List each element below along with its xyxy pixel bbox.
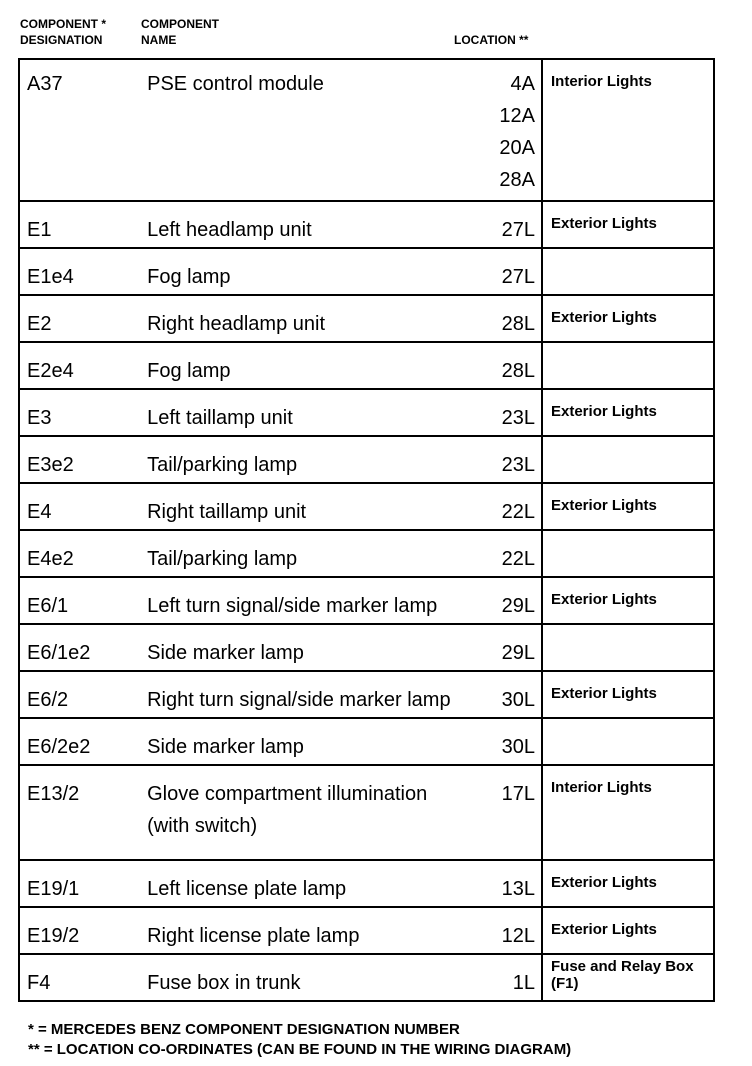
category-label: [543, 437, 713, 450]
location-value: 23L: [501, 454, 535, 476]
row-main-cell: [19, 201, 542, 248]
category-cell: [542, 954, 714, 1001]
category-cell: [542, 577, 714, 624]
row-main-cell: [19, 860, 542, 907]
location-coordinates: [492, 637, 541, 669]
location-value: 13L: [501, 878, 535, 900]
category-label: Interior Lights: [551, 779, 652, 796]
category-label: Exterior Lights: [551, 403, 657, 420]
category-label: [543, 719, 713, 732]
component-name: Side marker lamp: [147, 642, 304, 664]
component-name: Left license plate lamp: [147, 878, 347, 900]
component-designation: E13/2: [27, 783, 80, 805]
category-label: Exterior Lights: [551, 215, 657, 232]
category-cell: [542, 671, 714, 718]
name-header-line1: COMPONENT: [141, 17, 219, 31]
location-coordinates: [492, 873, 541, 905]
table-row: [19, 436, 714, 483]
table-row: [19, 624, 714, 671]
category-label: Exterior Lights: [551, 921, 657, 938]
category-cell: [542, 295, 714, 342]
component-designation: E6/1e2: [27, 642, 91, 664]
location-value: 12L: [501, 925, 535, 947]
location-value: 20A: [499, 137, 535, 159]
location-value: 30L: [501, 689, 535, 711]
component-designation: E1e4: [27, 266, 74, 288]
category-cell: [542, 860, 714, 907]
table-row: [19, 718, 714, 765]
category-cell: [542, 718, 714, 765]
location-value: 12A: [499, 105, 535, 127]
component-name: Fog lamp: [147, 360, 231, 382]
location-coordinates: [492, 214, 541, 246]
category-label: [543, 249, 713, 262]
location-coordinates: [492, 355, 541, 387]
location-value: 27L: [501, 219, 535, 241]
category-cell: [542, 342, 714, 389]
table-row: [19, 765, 714, 860]
category-cell: [542, 201, 714, 248]
location-value: 27L: [501, 266, 535, 288]
row-main-cell: [19, 577, 542, 624]
location-coordinates: [492, 68, 541, 196]
location-value: 1L: [512, 972, 535, 994]
component-designation: E6/1: [27, 595, 69, 617]
location-value: 17L: [501, 783, 535, 805]
category-label: Exterior Lights: [551, 874, 657, 891]
component-designation: E19/1: [27, 878, 80, 900]
row-main-cell: [19, 342, 542, 389]
category-label: Exterior Lights: [551, 685, 657, 702]
category-label: Interior Lights: [551, 73, 652, 90]
component-name: Side marker lamp: [147, 736, 304, 758]
designation-header: [20, 16, 106, 48]
table-row: [19, 483, 714, 530]
component-designation: E19/2: [27, 925, 80, 947]
table-row: [19, 389, 714, 436]
location-coordinates: [492, 590, 541, 622]
category-cell: [542, 59, 714, 201]
table-row: [19, 530, 714, 577]
row-main-cell: [19, 624, 542, 671]
row-main-cell: [19, 59, 542, 201]
name-header: [141, 16, 219, 48]
location-coordinates: [492, 261, 541, 293]
location-coordinates: [492, 308, 541, 340]
table-row: [19, 342, 714, 389]
component-name: Right headlamp unit: [147, 313, 325, 335]
category-label: Fuse and Relay Box (F1): [551, 958, 694, 992]
location-coordinates: [462, 778, 541, 842]
component-designation: E2e4: [27, 360, 74, 382]
location-value: 28A: [499, 169, 535, 191]
category-label: Exterior Lights: [551, 497, 657, 514]
category-cell: [542, 765, 714, 860]
location-coordinates: [492, 967, 541, 999]
row-main-cell: [19, 248, 542, 295]
location-value: 29L: [501, 595, 535, 617]
category-label: [543, 531, 713, 544]
component-designation: E1: [27, 219, 52, 241]
location-value: 29L: [501, 642, 535, 664]
category-label: Exterior Lights: [551, 591, 657, 608]
location-value: 28L: [501, 360, 535, 382]
table-row: [19, 248, 714, 295]
location-value: 4A: [510, 73, 535, 95]
component-designation: E2: [27, 313, 52, 335]
row-main-cell: [19, 295, 542, 342]
row-main-cell: [19, 765, 542, 860]
row-main-cell: [19, 907, 542, 954]
table-row: [19, 59, 714, 201]
table-row: [19, 671, 714, 718]
designation-header-line2: DESIGNATION: [20, 33, 103, 47]
location-value: 22L: [501, 501, 535, 523]
row-main-cell: [19, 671, 542, 718]
component-name: Right license plate lamp: [147, 925, 360, 947]
category-cell: [542, 483, 714, 530]
table-row: [19, 860, 714, 907]
row-main-cell: [19, 530, 542, 577]
name-header-line2: NAME: [141, 33, 177, 47]
table-row: [19, 295, 714, 342]
component-name: Tail/parking lamp: [147, 548, 298, 570]
category-cell: [542, 389, 714, 436]
location-value: 23L: [501, 407, 535, 429]
component-name: Glove compartment illumination (with switch): [147, 783, 428, 837]
category-label: [543, 625, 713, 638]
location-header: LOCATION **: [454, 33, 529, 47]
component-name: Left turn signal/side marker lamp: [147, 595, 438, 617]
table-row: [19, 954, 714, 1001]
component-designation: E6/2e2: [27, 736, 91, 758]
component-name: PSE control module: [147, 73, 324, 95]
row-main-cell: [19, 436, 542, 483]
table-row: [19, 201, 714, 248]
category-label: Exterior Lights: [551, 309, 657, 326]
location-coordinates: [492, 684, 541, 716]
component-designation: A37: [27, 73, 63, 95]
location-coordinates: [492, 731, 541, 763]
footnote-location: ** = LOCATION CO-ORDINATES (CAN BE FOUND IN THE WIRING DIAGRAM): [28, 1041, 572, 1058]
location-coordinates: [492, 920, 541, 952]
location-value: 30L: [501, 736, 535, 758]
component-name: Left taillamp unit: [147, 407, 293, 429]
row-main-cell: [19, 954, 542, 1001]
component-name: Tail/parking lamp: [147, 454, 298, 476]
location-value: 22L: [501, 548, 535, 570]
component-designation: E4e2: [27, 548, 74, 570]
row-main-cell: [19, 483, 542, 530]
component-designation: E6/2: [27, 689, 69, 711]
component-name: Fog lamp: [147, 266, 231, 288]
footnote-designation: * = MERCEDES BENZ COMPONENT DESIGNATION NUMBER: [28, 1021, 460, 1038]
component-name: Right taillamp unit: [147, 501, 307, 523]
component-designation: F4: [27, 972, 51, 994]
component-table: [18, 58, 715, 1002]
category-cell: [542, 530, 714, 577]
row-main-cell: [19, 718, 542, 765]
category-cell: [542, 436, 714, 483]
category-cell: [542, 248, 714, 295]
category-cell: [542, 907, 714, 954]
designation-header-line1: COMPONENT *: [20, 17, 107, 31]
component-designation: E3: [27, 407, 52, 429]
location-value: 28L: [501, 313, 535, 335]
component-name: Left headlamp unit: [147, 219, 312, 241]
location-coordinates: [492, 402, 541, 434]
location-coordinates: [492, 543, 541, 575]
component-name: Right turn signal/side marker lamp: [147, 689, 451, 711]
component-designation: E4: [27, 501, 52, 523]
row-main-cell: [19, 389, 542, 436]
location-coordinates: [492, 496, 541, 528]
location-coordinates: [492, 449, 541, 481]
category-label: [543, 343, 713, 356]
table-row: [19, 907, 714, 954]
table-row: [19, 577, 714, 624]
category-cell: [542, 624, 714, 671]
component-designation: E3e2: [27, 454, 74, 476]
component-name: Fuse box in trunk: [147, 972, 301, 994]
